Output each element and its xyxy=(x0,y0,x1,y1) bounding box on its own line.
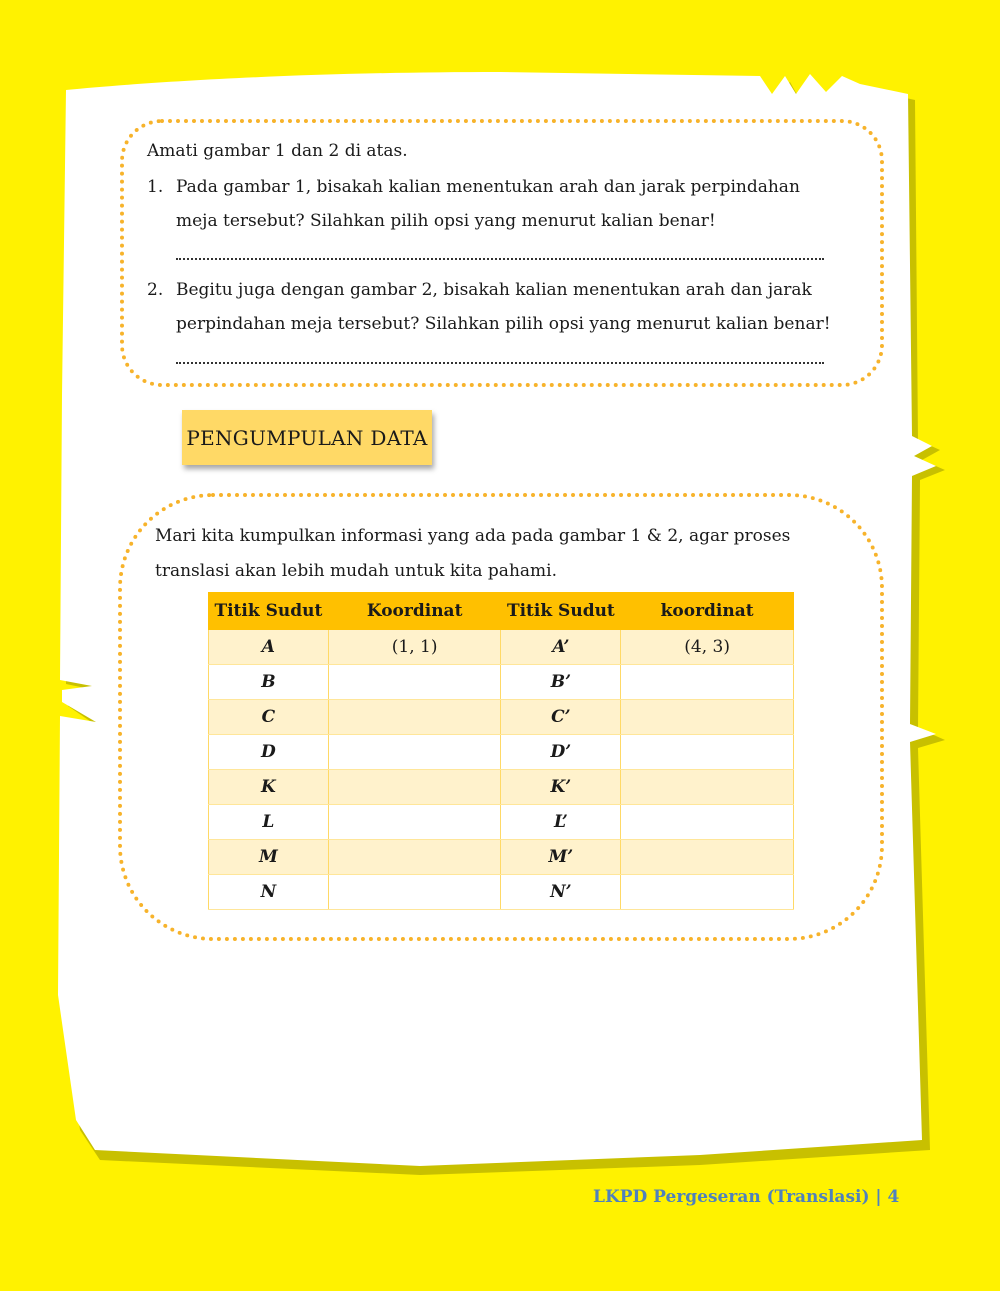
coordinate-table xyxy=(208,592,794,910)
point-cell: D’ xyxy=(501,735,621,770)
point-cell: N’ xyxy=(501,875,621,910)
point-cell: A xyxy=(209,630,329,665)
coordinate-cell[interactable] xyxy=(621,805,794,840)
header-titik-sudut-image: Titik Sudut xyxy=(501,593,621,630)
coordinate-cell[interactable] xyxy=(328,875,501,910)
coordinate-cell[interactable] xyxy=(621,875,794,910)
table-row xyxy=(209,665,794,700)
coordinate-cell[interactable] xyxy=(621,770,794,805)
point-cell: B’ xyxy=(501,665,621,700)
answer-line-2[interactable] xyxy=(176,362,824,364)
question-1 xyxy=(147,170,837,238)
table-header-row xyxy=(209,593,794,630)
header-koordinat-image: koordinat xyxy=(621,593,794,630)
coordinate-cell[interactable]: (1, 1) xyxy=(328,630,501,665)
point-cell: M xyxy=(209,840,329,875)
coordinate-cell[interactable] xyxy=(621,735,794,770)
coordinate-cell[interactable] xyxy=(328,665,501,700)
point-cell: L’ xyxy=(501,805,621,840)
table-row xyxy=(209,875,794,910)
coordinate-cell[interactable] xyxy=(621,840,794,875)
table-row xyxy=(209,805,794,840)
coordinate-cell[interactable] xyxy=(328,770,501,805)
table-row xyxy=(209,630,794,665)
question-number: 2. xyxy=(147,280,164,300)
point-cell: K xyxy=(209,770,329,805)
table-row xyxy=(209,840,794,875)
intro-text: Amati gambar 1 dan 2 di atas. xyxy=(147,141,408,161)
point-cell: D xyxy=(209,735,329,770)
table-row xyxy=(209,770,794,805)
point-cell: K’ xyxy=(501,770,621,805)
point-cell: L xyxy=(209,805,329,840)
page-footer: LKPD Pergeseran (Translasi) | 4 xyxy=(593,1187,900,1207)
point-cell: A’ xyxy=(501,630,621,665)
point-cell: M’ xyxy=(501,840,621,875)
data-paragraph: Mari kita kumpulkan informasi yang ada pada gambar 1 & 2, agar proses translasi akan lebih mudah untuk kita pahami. xyxy=(155,526,791,581)
coordinate-cell[interactable] xyxy=(621,700,794,735)
point-cell: B xyxy=(209,665,329,700)
question-text: Pada gambar 1, bisakah kalian menentukan arah dan jarak perpindahan meja tersebut? Silahkan pilih opsi yang menurut kalian benar! xyxy=(176,177,800,231)
point-cell: C xyxy=(209,700,329,735)
coordinate-cell[interactable] xyxy=(621,665,794,700)
question-number: 1. xyxy=(147,177,164,197)
coordinate-cell[interactable] xyxy=(328,840,501,875)
point-cell: C’ xyxy=(501,700,621,735)
question-2 xyxy=(147,273,837,341)
header-titik-sudut: Titik Sudut xyxy=(209,593,329,630)
question-text: Begitu juga dengan gambar 2, bisakah kalian menentukan arah dan jarak perpindahan meja tersebut? Silahkan pilih opsi yang menurut kalian benar! xyxy=(176,280,831,334)
coordinate-cell[interactable]: (4, 3) xyxy=(621,630,794,665)
answer-line-1[interactable] xyxy=(176,258,824,260)
point-cell: N xyxy=(209,875,329,910)
header-koordinat: Koordinat xyxy=(328,593,501,630)
table-row xyxy=(209,700,794,735)
coordinate-cell[interactable] xyxy=(328,700,501,735)
coordinate-cell[interactable] xyxy=(328,735,501,770)
coordinate-cell[interactable] xyxy=(328,805,501,840)
section-label: PENGUMPULAN DATA xyxy=(182,410,432,465)
table-row xyxy=(209,735,794,770)
